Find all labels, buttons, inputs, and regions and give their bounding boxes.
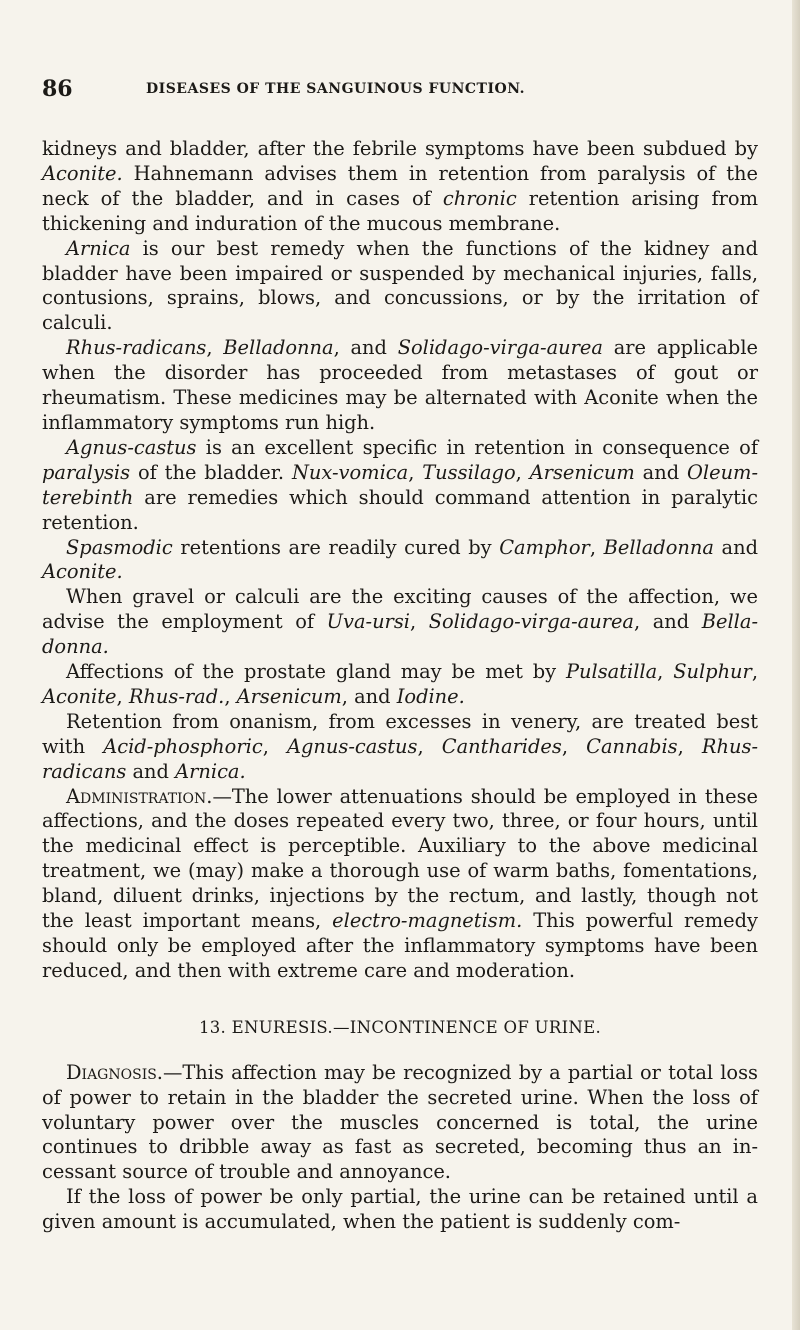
- page-edge: [792, 0, 800, 1330]
- paragraph-4: Agnus-castus is an excellent specific in retention in consequence of paralysis of the bladder. Nux-vomica, Tussilago, Arsenicum and Oleum-terebinth are remedies which should command attention in paralytic retention.: [42, 435, 759, 534]
- page-number: 86: [42, 76, 73, 102]
- paragraph-3: Rhus-radicans, Belladonna, and Solidago-virga-aurea are applicable when the disorder has proceeded from metastases of gout or rheumatism. These medicines may be alternated with Aconite when the inflammatory symptoms run high.: [42, 336, 759, 434]
- paragraph-diagnosis: Diagnosis.—This affection may be recognized by a partial or total loss of power to retain in the bladder the secreted urine. When the loss of voluntary power over the muscles concerned is total, the urine continues to dribble away as fast as secreted, becoming thus an incessant source of trouble and annoyance.: [42, 1060, 758, 1184]
- paragraph-administration: Administration.—The lower attenuations should be employed in these affections, and the doses repeated every two, three, or four hours, until the medicinal effect is perceptible. Auxiliary to the above medicinal treatment, we (may) make a thorough use of warm baths, fomentations, bland, diluent drinks, injections by the rectum, and lastly, though not the least important means, electro-magnetism. This powerful remedy should only be employed after the inflammatory symptoms have been reduced, and then with extreme care and moderation.: [42, 784, 758, 982]
- paragraph-8: Retention from onanism, from excesses in venery, are treated best with Acid-phosphoric, Agnus-castus, Cantharides, Cannabis, Rhus-radicans and Arnica.: [42, 709, 759, 783]
- section-title: 13. ENURESIS.—INCONTINENCE OF URINE.: [198, 1017, 602, 1037]
- page-body: [42, 137, 758, 1235]
- paragraph-1: kidneys and bladder, after the febrile symptoms have been subdued by Aconite. Hahnemann advises them in retention from paralysis of the neck of the bladder, and in cases of chronic retention arising from thickening and induration of the mucous membrane.: [42, 137, 758, 235]
- paragraph-7: Affections of the prostate gland may be met by Pulsatilla, Sulphur, Aconite, Rhus-rad., Arsenicum, and Iodine.: [42, 660, 758, 708]
- paragraph-11: If the loss of power be only partial, the urine can be retained until a given amount is accumulated, when the patient is suddenly com-: [42, 1185, 758, 1234]
- paragraph-2: Arnica is our best remedy when the functions of the kidney and bladder have been impaired or suspended by mechanical injuries, falls, contusions, sprains, blows, and concussions, or by the irritation of calculi.: [42, 236, 758, 335]
- paragraph-6: When gravel or calculi are the exciting causes of the affection, we advise the employment of Uva-ursi, Solidago-virga-aurea, and Belladonna.: [42, 585, 759, 659]
- page-header: [42, 76, 762, 102]
- running-head: DISEASES OF THE SANGUINOUS FUNCTION.: [146, 81, 525, 97]
- paragraph-5: Spasmodic retentions are readily cured by Camphor, Belladonna and Aconite.: [42, 535, 758, 584]
